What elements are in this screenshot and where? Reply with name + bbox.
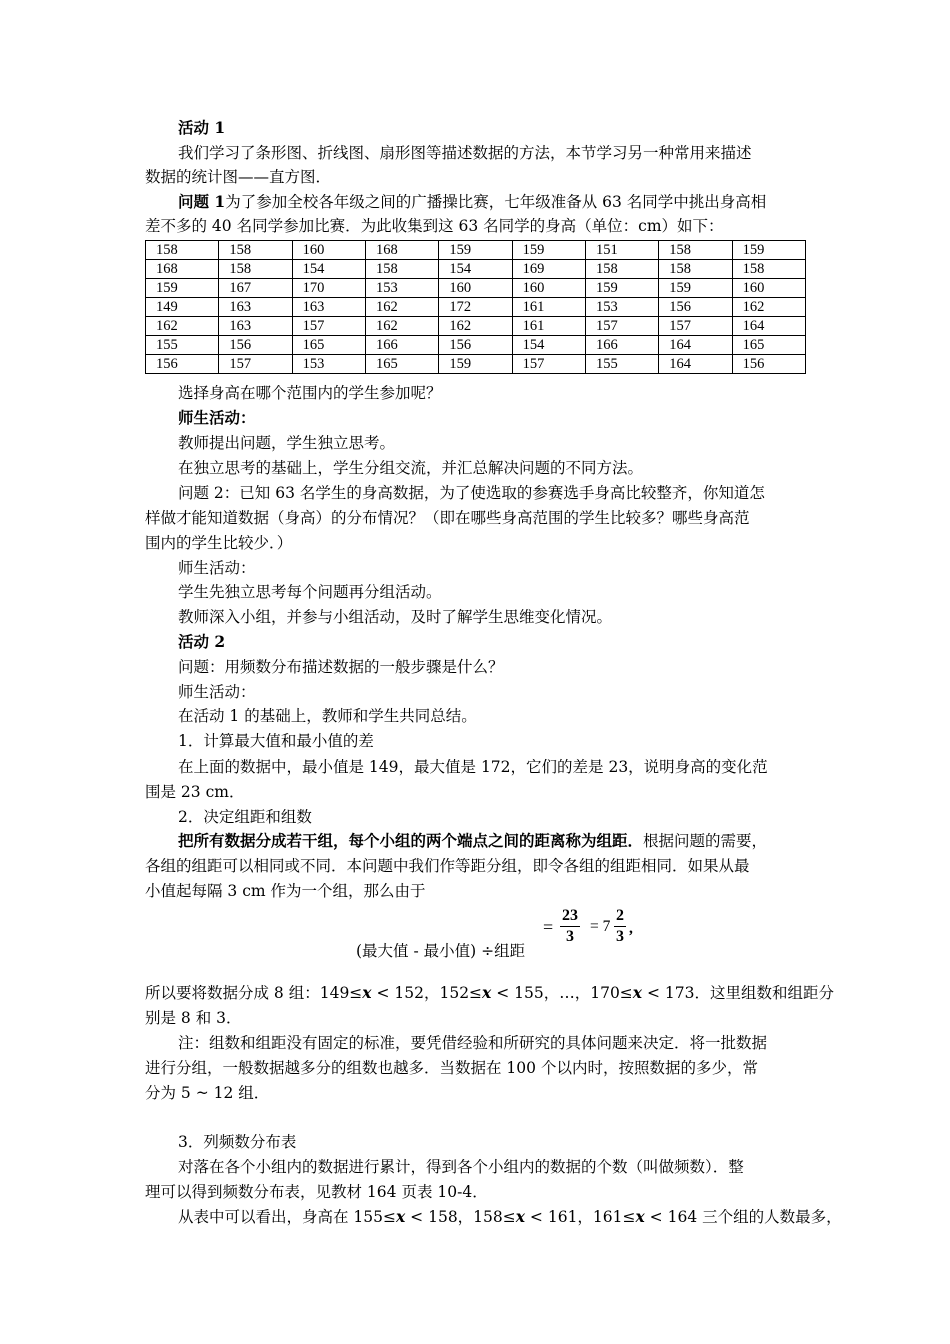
- table-cell: 158: [219, 241, 292, 260]
- fraction2-denominator: 3: [616, 928, 624, 945]
- fraction1-numerator: 23: [560, 906, 580, 927]
- table-cell: 157: [585, 317, 658, 336]
- formula-mixed-whole: = 7: [590, 918, 611, 935]
- table-cell: 153: [292, 355, 365, 374]
- var-x: x: [396, 1207, 406, 1226]
- groups-text-c: < 155，…，170≤: [491, 984, 633, 1002]
- group-distance-definition: 把所有数据分成若干组，每个小组的两个端点之间的距离称为组距．: [178, 831, 644, 850]
- table-cell: 167: [219, 279, 292, 298]
- step3-heading: 3．列频数分布表: [178, 1133, 297, 1151]
- var-x: x: [635, 1207, 645, 1226]
- table-cell: 165: [365, 355, 438, 374]
- teacher-student-activity-label: 师生活动：: [178, 559, 256, 577]
- table-cell: 159: [585, 279, 658, 298]
- table-cell: 158: [585, 260, 658, 279]
- table-cell: 166: [585, 336, 658, 355]
- intro-line-2: 数据的统计图——直方图．: [145, 168, 332, 186]
- table-cell: 165: [732, 336, 805, 355]
- table-cell: 172: [439, 298, 512, 317]
- last-text-b: < 158，158≤: [405, 1208, 516, 1226]
- table-cell: 170: [292, 279, 365, 298]
- note-line-2: 进行分组，一般数据越多分的组数也越多．当数据在 100 个以内时，按照数据的多少，常: [145, 1059, 758, 1077]
- table-cell: 160: [512, 279, 585, 298]
- teacher-student-activity-heading: 师生活动：: [178, 408, 256, 427]
- table-cell: 151: [585, 241, 658, 260]
- table-cell: 157: [292, 317, 365, 336]
- table-row: [146, 279, 806, 298]
- table-cell: 162: [146, 317, 219, 336]
- table-cell: 159: [512, 241, 585, 260]
- table-cell: 168: [146, 260, 219, 279]
- table-cell: 157: [512, 355, 585, 374]
- fraction-23-over-3: [560, 906, 580, 947]
- question1-ask: 选择身高在哪个范围内的学生参加呢？: [178, 384, 442, 402]
- table-cell: 164: [659, 336, 732, 355]
- table-cell: 156: [439, 336, 512, 355]
- table-cell: 159: [659, 279, 732, 298]
- step2-line-1: [145, 829, 810, 854]
- table-cell: 160: [292, 241, 365, 260]
- question1-line-2: 差不多的 40 名同学参加比赛．为此收集到这 63 名同学的身高（单位：cm）如下：: [145, 217, 724, 235]
- table-cell: 157: [219, 355, 292, 374]
- note-line-1: 注：组数和组距没有固定的标准，要凭借经验和所研究的具体问题来决定．将一批数据: [178, 1034, 768, 1052]
- table-cell: 169: [512, 260, 585, 279]
- table-cell: 162: [439, 317, 512, 336]
- groups-text-d: < 173．这里组数和组距分: [642, 984, 834, 1002]
- table-cell: 154: [512, 336, 585, 355]
- table-cell: 156: [146, 355, 219, 374]
- table-cell: 158: [365, 260, 438, 279]
- table-cell: 160: [439, 279, 512, 298]
- var-x: x: [362, 983, 372, 1002]
- question1-label: 问题 1: [178, 192, 226, 211]
- activity2-title: 活动 2: [178, 632, 226, 651]
- table-cell: 155: [146, 336, 219, 355]
- question2-line-3: 围内的学生比较少．）: [145, 534, 293, 552]
- table-row: [146, 317, 806, 336]
- table-cell: 163: [219, 298, 292, 317]
- table-cell: 161: [512, 298, 585, 317]
- step2-line-2: 各组的组距可以相同或不同．本问题中我们作等距分组，即令各组的组距相同．如果从最: [145, 857, 750, 875]
- step2-line-3: 小值起每隔 3 cm 作为一个组，那么由于: [145, 882, 426, 900]
- note-line-3: 分为 5 ~ 12 组．: [145, 1084, 270, 1102]
- table-cell: 149: [146, 298, 219, 317]
- last-text-d: < 164 三个组的人数最多，: [644, 1208, 842, 1226]
- fraction-2-over-3: [614, 906, 626, 947]
- table-cell: 168: [365, 241, 438, 260]
- var-x: x: [632, 983, 643, 1002]
- step3-line-2: 理可以得到频数分布表，见教材 164 页表 10-4．: [145, 1183, 488, 1201]
- intro-line-1: 我们学习了条形图、折线图、扇形图等描述数据的方法，本节学习另一种常用来描述: [178, 144, 752, 162]
- table-cell: 159: [732, 241, 805, 260]
- step1-line-2: 围是 23 cm．: [145, 783, 245, 801]
- step2-heading: 2．决定组距和组数: [178, 808, 312, 826]
- table-cell: 162: [732, 298, 805, 317]
- table-cell: 156: [219, 336, 292, 355]
- table-cell: 166: [365, 336, 438, 355]
- table-cell: 158: [732, 260, 805, 279]
- table-cell: 157: [659, 317, 732, 336]
- teacher-question-line: 教师提出问题，学生独立思考。: [178, 434, 396, 452]
- table-cell: 163: [219, 317, 292, 336]
- table-cell: 158: [146, 241, 219, 260]
- var-x: x: [482, 983, 492, 1002]
- table-cell: 162: [365, 298, 438, 317]
- table-cell: 156: [659, 298, 732, 317]
- last-line: [145, 1205, 842, 1230]
- table-row: [146, 298, 806, 317]
- last-text-c: < 161，161≤: [525, 1208, 636, 1226]
- table-cell: 159: [439, 241, 512, 260]
- var-x: x: [515, 1207, 525, 1226]
- question2-line-1: 问题 2：已知 63 名学生的身高数据，为了使选取的参赛选手身高比较整齐，你知道怎: [178, 484, 765, 502]
- activity2-summary: 在活动 1 的基础上，教师和学生共同总结。: [178, 707, 477, 725]
- groups-line-1: [145, 981, 834, 1006]
- table-cell: 164: [732, 317, 805, 336]
- fraction1-denominator: 3: [566, 928, 574, 945]
- table-row: [146, 336, 806, 355]
- table-row: [146, 355, 806, 374]
- formula-left: (最大值 - 最小值) ÷组距: [356, 942, 526, 960]
- activity1-title: 活动 1: [178, 118, 226, 137]
- step3-line-1: 对落在各个小组内的数据进行累计，得到各个小组内的数据的个数（叫做频数）．整: [178, 1158, 744, 1176]
- activity2-question: 问题：用频数分布描述数据的一般步骤是什么？: [178, 658, 504, 676]
- groups-line-2: 别是 8 和 3．: [145, 1009, 242, 1027]
- group-exchange-line: 在独立思考的基础上，学生分组交流，并汇总解决问题的不同方法。: [178, 459, 644, 477]
- formula-comma: ,: [629, 920, 633, 937]
- teacher-student-activity-label-2: 师生活动：: [178, 683, 256, 701]
- fraction2-numerator: 2: [614, 906, 626, 927]
- height-data-table: [145, 240, 806, 374]
- table-cell: 158: [659, 241, 732, 260]
- step1-line-1: 在上面的数据中，最小值是 149，最大值是 172，它们的差是 23，说明身高的变化范: [178, 758, 768, 776]
- groups-text-a: 所以要将数据分成 8 组：149≤: [145, 984, 363, 1002]
- table-cell: 153: [585, 298, 658, 317]
- table-cell: 154: [439, 260, 512, 279]
- table-cell: 159: [439, 355, 512, 374]
- table-cell: 161: [512, 317, 585, 336]
- table-cell: 163: [292, 298, 365, 317]
- table-row: [146, 260, 806, 279]
- question2-line-2: 样做才能知道数据（身高）的分布情况？（即在哪些身高范围的学生比较多？哪些身高范: [145, 509, 750, 527]
- teacher-join-line: 教师深入小组，并参与小组活动，及时了解学生思维变化情况。: [178, 608, 613, 626]
- table-cell: 158: [659, 260, 732, 279]
- groups-text-b: < 152，152≤: [371, 984, 483, 1002]
- step1-heading: 1．计算最大值和最小值的差: [178, 732, 374, 750]
- last-text-a: 从表中可以看出，身高在 155≤: [178, 1208, 396, 1226]
- table-cell: 164: [659, 355, 732, 374]
- question1-line-1: [145, 190, 810, 215]
- table-cell: 159: [146, 279, 219, 298]
- question1-text: 为了参加全校各年级之间的广播操比赛，七年级准备从 63 名同学中挑出身高相: [225, 193, 767, 211]
- students-think-line: 学生先独立思考每个问题再分组活动。: [178, 583, 442, 601]
- table-cell: 154: [292, 260, 365, 279]
- table-cell: 165: [292, 336, 365, 355]
- table-cell: 162: [365, 317, 438, 336]
- table-cell: 153: [365, 279, 438, 298]
- table-cell: 155: [585, 355, 658, 374]
- formula-equals: =: [543, 917, 554, 937]
- table-cell: 156: [732, 355, 805, 374]
- step2-line-1-rest: 根据问题的需要，: [643, 832, 768, 850]
- table-row: [146, 241, 806, 260]
- table-cell: 158: [219, 260, 292, 279]
- table-cell: 160: [732, 279, 805, 298]
